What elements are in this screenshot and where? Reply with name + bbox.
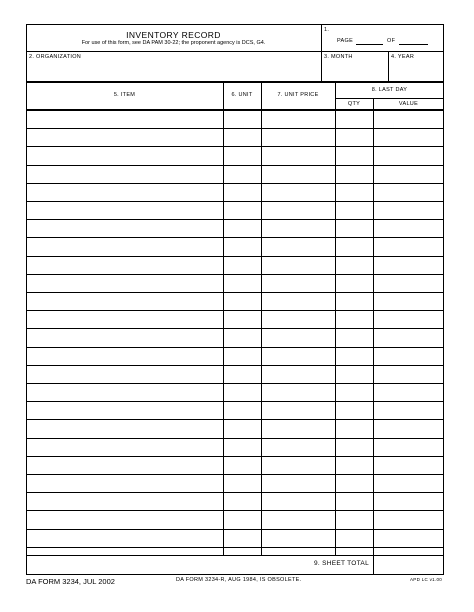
item-cell[interactable] bbox=[27, 238, 223, 255]
item-cell[interactable] bbox=[27, 184, 223, 201]
value-cell[interactable] bbox=[374, 475, 444, 492]
obsolete-note: DA FORM 3234-R, AUG 1984, IS OBSOLETE. bbox=[176, 577, 302, 583]
value-cell[interactable] bbox=[374, 220, 444, 237]
qty-cell[interactable] bbox=[336, 220, 373, 237]
unit-cell[interactable] bbox=[224, 129, 261, 146]
item-cell[interactable] bbox=[27, 147, 223, 164]
unit-price-cell[interactable] bbox=[262, 511, 335, 528]
value-header: VALUE bbox=[398, 101, 419, 107]
qty-cell[interactable] bbox=[336, 420, 373, 437]
form-id: DA FORM 3234, JUL 2002 bbox=[26, 577, 115, 586]
unit-cell[interactable] bbox=[224, 238, 261, 255]
item-cell[interactable] bbox=[27, 420, 223, 437]
unit-price-cell[interactable] bbox=[262, 311, 335, 328]
version-label: APD LC v1.00 bbox=[410, 577, 443, 582]
unit-cell[interactable] bbox=[224, 257, 261, 274]
page-label: PAGE bbox=[337, 38, 354, 44]
unit-cell[interactable] bbox=[224, 348, 261, 365]
year-field[interactable] bbox=[389, 62, 443, 80]
unit-price-cell[interactable] bbox=[262, 275, 335, 292]
unit-cell[interactable] bbox=[224, 420, 261, 437]
item-cell[interactable] bbox=[27, 511, 223, 528]
unit-cell[interactable] bbox=[224, 439, 261, 456]
qty-cell[interactable] bbox=[336, 111, 373, 128]
value-cell[interactable] bbox=[374, 511, 444, 528]
item-cell[interactable] bbox=[27, 402, 223, 419]
unit-price-cell[interactable] bbox=[262, 493, 335, 510]
value-cell[interactable] bbox=[374, 366, 444, 383]
item-cell[interactable] bbox=[27, 329, 223, 346]
qty-cell[interactable] bbox=[336, 202, 373, 219]
unit-price-cell[interactable] bbox=[262, 184, 335, 201]
qty-cell[interactable] bbox=[336, 511, 373, 528]
qty-cell[interactable] bbox=[336, 275, 373, 292]
value-cell[interactable] bbox=[374, 329, 444, 346]
unit-price-cell[interactable] bbox=[262, 129, 335, 146]
header-divider-horizontal bbox=[26, 51, 444, 52]
unit-cell[interactable] bbox=[224, 293, 261, 310]
item-cell[interactable] bbox=[27, 275, 223, 292]
unit-cell[interactable] bbox=[224, 184, 261, 201]
item-cell[interactable] bbox=[27, 348, 223, 365]
month-field[interactable] bbox=[322, 62, 387, 80]
value-cell[interactable] bbox=[374, 439, 444, 456]
qty-cell[interactable] bbox=[336, 402, 373, 419]
header-bottom-line bbox=[26, 81, 444, 83]
value-cell[interactable] bbox=[374, 147, 444, 164]
unit-price-header: 7. UNIT PRICE bbox=[277, 92, 319, 98]
item-cell[interactable] bbox=[27, 530, 223, 547]
value-cell[interactable] bbox=[374, 420, 444, 437]
form-title: INVENTORY RECORD bbox=[126, 30, 221, 40]
unit-cell[interactable] bbox=[224, 166, 261, 183]
unit-header: 6. UNIT bbox=[231, 92, 253, 98]
value-cell[interactable] bbox=[374, 184, 444, 201]
qty-cell[interactable] bbox=[336, 329, 373, 346]
unit-price-cell[interactable] bbox=[262, 111, 335, 128]
unit-cell[interactable] bbox=[224, 311, 261, 328]
unit-cell[interactable] bbox=[224, 329, 261, 346]
value-cell[interactable] bbox=[374, 293, 444, 310]
unit-cell[interactable] bbox=[224, 402, 261, 419]
qty-cell[interactable] bbox=[336, 129, 373, 146]
unit-price-cell[interactable] bbox=[262, 348, 335, 365]
unit-price-cell[interactable] bbox=[262, 329, 335, 346]
value-cell[interactable] bbox=[374, 384, 444, 401]
value-cell[interactable] bbox=[374, 530, 444, 547]
item-cell[interactable] bbox=[27, 166, 223, 183]
page-total-field[interactable] bbox=[399, 38, 428, 45]
qty-cell[interactable] bbox=[336, 257, 373, 274]
item-cell[interactable] bbox=[27, 293, 223, 310]
field-1-label: 1. bbox=[324, 27, 330, 33]
page-number-field[interactable] bbox=[356, 38, 383, 45]
item-cell[interactable] bbox=[27, 129, 223, 146]
item-cell[interactable] bbox=[27, 493, 223, 510]
value-cell[interactable] bbox=[374, 202, 444, 219]
year-label: 4. YEAR bbox=[391, 54, 415, 60]
unit-cell[interactable] bbox=[224, 493, 261, 510]
unit-cell[interactable] bbox=[224, 457, 261, 474]
unit-cell[interactable] bbox=[224, 111, 261, 128]
unit-price-cell[interactable] bbox=[262, 166, 335, 183]
of-label: OF bbox=[387, 38, 396, 44]
unit-price-cell[interactable] bbox=[262, 548, 335, 555]
last-day-header: 8. LAST DAY bbox=[371, 87, 408, 93]
unit-cell[interactable] bbox=[224, 366, 261, 383]
value-cell[interactable] bbox=[374, 457, 444, 474]
unit-cell[interactable] bbox=[224, 220, 261, 237]
qty-cell[interactable] bbox=[336, 384, 373, 401]
unit-cell[interactable] bbox=[224, 511, 261, 528]
unit-price-cell[interactable] bbox=[262, 457, 335, 474]
value-cell[interactable] bbox=[374, 257, 444, 274]
organization-label: 2. ORGANIZATION bbox=[29, 54, 82, 60]
unit-price-cell[interactable] bbox=[262, 530, 335, 547]
unit-price-cell[interactable] bbox=[262, 293, 335, 310]
qty-cell[interactable] bbox=[336, 238, 373, 255]
unit-price-cell[interactable] bbox=[262, 147, 335, 164]
qty-cell[interactable] bbox=[336, 530, 373, 547]
unit-price-cell[interactable] bbox=[262, 257, 335, 274]
unit-cell[interactable] bbox=[224, 530, 261, 547]
unit-price-cell[interactable] bbox=[262, 402, 335, 419]
unit-price-cell[interactable] bbox=[262, 420, 335, 437]
unit-cell[interactable] bbox=[224, 147, 261, 164]
qty-cell[interactable] bbox=[336, 311, 373, 328]
value-cell[interactable] bbox=[374, 311, 444, 328]
item-header: 5. ITEM bbox=[113, 92, 136, 98]
item-cell[interactable] bbox=[27, 475, 223, 492]
value-cell[interactable] bbox=[374, 402, 444, 419]
unit-cell[interactable] bbox=[224, 275, 261, 292]
qty-cell[interactable] bbox=[336, 548, 373, 555]
qty-header: QTY bbox=[347, 101, 361, 107]
qty-cell[interactable] bbox=[336, 475, 373, 492]
value-cell[interactable] bbox=[374, 493, 444, 510]
item-cell[interactable] bbox=[27, 202, 223, 219]
qty-cell[interactable] bbox=[336, 184, 373, 201]
unit-price-cell[interactable] bbox=[262, 439, 335, 456]
value-cell[interactable] bbox=[374, 166, 444, 183]
value-cell[interactable] bbox=[374, 348, 444, 365]
value-cell[interactable] bbox=[374, 548, 444, 555]
value-cell[interactable] bbox=[374, 129, 444, 146]
unit-cell[interactable] bbox=[224, 202, 261, 219]
value-cell[interactable] bbox=[374, 111, 444, 128]
value-cell[interactable] bbox=[374, 275, 444, 292]
item-cell[interactable] bbox=[27, 366, 223, 383]
qty-cell[interactable] bbox=[336, 493, 373, 510]
unit-cell[interactable] bbox=[224, 384, 261, 401]
unit-price-cell[interactable] bbox=[262, 220, 335, 237]
item-cell[interactable] bbox=[27, 257, 223, 274]
last-day-divider bbox=[335, 98, 444, 99]
unit-cell[interactable] bbox=[224, 548, 261, 555]
unit-cell[interactable] bbox=[224, 475, 261, 492]
item-cell[interactable] bbox=[27, 548, 223, 555]
unit-price-cell[interactable] bbox=[262, 202, 335, 219]
value-cell[interactable] bbox=[374, 238, 444, 255]
unit-price-cell[interactable] bbox=[262, 384, 335, 401]
item-cell[interactable] bbox=[27, 220, 223, 237]
qty-cell[interactable] bbox=[336, 366, 373, 383]
sheet-total-value-field[interactable] bbox=[374, 555, 443, 574]
qty-cell[interactable] bbox=[336, 166, 373, 183]
item-cell[interactable] bbox=[27, 439, 223, 456]
qty-cell[interactable] bbox=[336, 293, 373, 310]
month-label: 3. MONTH bbox=[324, 54, 353, 60]
form-subtitle: For use of this form, see DA PAM 30-22; the proponent agency is DCS, G4. bbox=[81, 40, 266, 46]
qty-cell[interactable] bbox=[336, 439, 373, 456]
sheet-total-label: 9. SHEET TOTAL bbox=[313, 560, 369, 567]
organization-field[interactable] bbox=[27, 62, 320, 80]
item-cell[interactable] bbox=[27, 384, 223, 401]
item-cell[interactable] bbox=[27, 457, 223, 474]
item-cell[interactable] bbox=[27, 111, 223, 128]
unit-price-cell[interactable] bbox=[262, 366, 335, 383]
qty-cell[interactable] bbox=[336, 457, 373, 474]
qty-cell[interactable] bbox=[336, 348, 373, 365]
qty-cell[interactable] bbox=[336, 147, 373, 164]
unit-price-cell[interactable] bbox=[262, 238, 335, 255]
item-cell[interactable] bbox=[27, 311, 223, 328]
unit-price-cell[interactable] bbox=[262, 475, 335, 492]
